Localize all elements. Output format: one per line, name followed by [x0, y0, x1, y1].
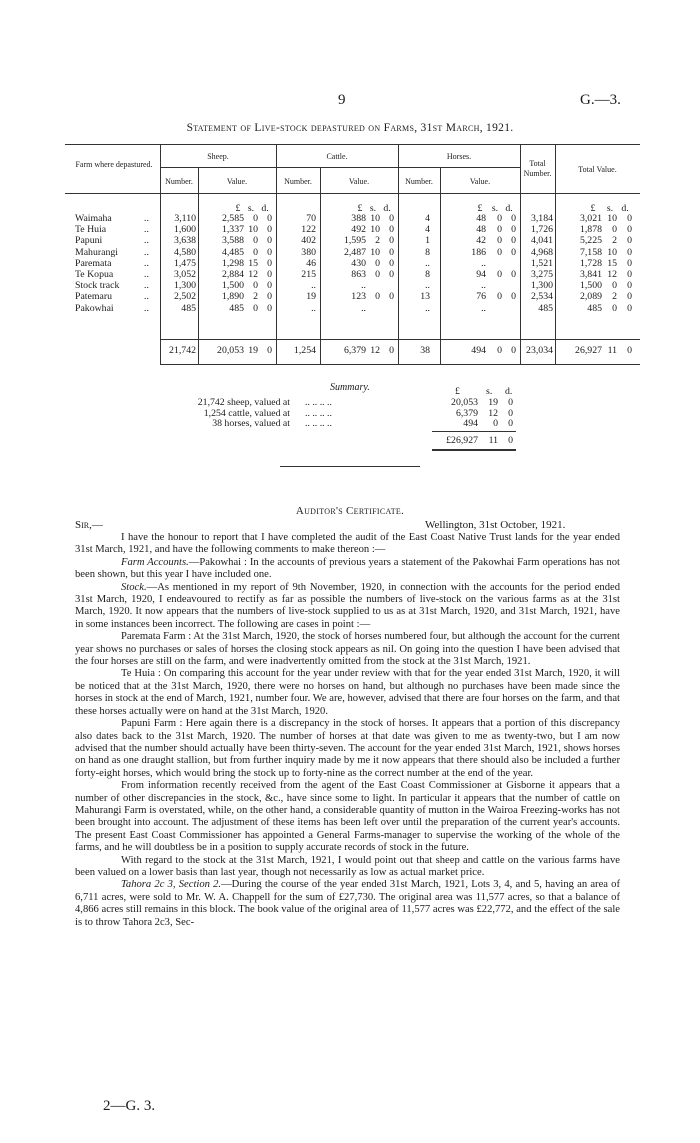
cattle-pence: 0	[389, 345, 394, 356]
leader-dots: ..	[144, 246, 149, 258]
currency-pounds: £	[357, 203, 363, 214]
header-sheep: Sheep.	[207, 152, 229, 161]
total-pounds: 26,927	[575, 345, 602, 356]
summary-shillings: 12	[488, 407, 498, 419]
cattle-pounds: 492	[351, 224, 366, 236]
horses-shillings: 0	[497, 345, 502, 356]
farm-name: Mahurangi	[75, 246, 118, 258]
horses-pence: 0	[511, 246, 516, 258]
currency-pence: d.	[383, 203, 391, 214]
paragraph-stock	[75, 582, 620, 632]
sheep-shillings: 0	[253, 246, 258, 258]
total-pounds: 1,878	[579, 224, 602, 236]
total-pence: 0	[627, 213, 632, 224]
leader-dots: ..	[144, 291, 149, 303]
total-pence: 0	[627, 224, 632, 236]
total-pence: 0	[627, 269, 632, 280]
summary-total-pence: 0	[508, 435, 513, 446]
cattle-pounds: 430	[351, 257, 366, 269]
farm-name: Te Kopua	[75, 269, 114, 280]
total-number: 23,034	[526, 345, 553, 356]
cattle-number: 19	[306, 291, 316, 303]
summary-sum-rule	[432, 431, 516, 432]
sheep-number: 4,580	[173, 246, 196, 258]
place-date: Wellington, 31st October, 1921.	[425, 519, 566, 531]
sheep-number: 2,502	[173, 291, 196, 303]
cattle-pence: 0	[389, 269, 394, 280]
currency-pounds: £	[590, 203, 596, 214]
sheep-pounds: 20,053	[217, 345, 244, 356]
paragraph-papuni: Papuni Farm : Here again there is a discrepancy in the stock of horses. It appears that a portion of this discrepancy also dates back to the 31st March, 1920. The number of horses at that date was given to me as twenty-two, but I am now advised that the number should actually have been thirty-seven. The account for the year ended 31st March, 1921, shows horses on hand as one draught stallion, but from further inquiry made by me it now appears that there should also be included a further forty-eight horses, which would bring the stock up to forty-nine as the correct number at the end of the year.	[75, 718, 620, 779]
cattle-pence: 0	[389, 235, 394, 247]
header-sheep-value: Value.	[226, 177, 248, 186]
cattle-number: 1,254	[293, 345, 316, 356]
currency-shillings: s.	[369, 203, 377, 214]
total-shillings: 10	[607, 246, 617, 258]
header-cattle-value: Value.	[348, 177, 370, 186]
header-sheep-number: Number.	[165, 177, 193, 186]
summary-pounds: 6,379	[455, 407, 478, 419]
horses-number: 1	[425, 235, 430, 247]
table-top-rule	[65, 144, 640, 145]
report-code: G.—3.	[580, 92, 621, 108]
farm-name: Waimaha	[75, 213, 112, 224]
sheep-number: 3,638	[173, 235, 196, 247]
cattle-pounds: 6,379	[343, 345, 366, 356]
header-total-value: Total Value.	[578, 165, 617, 174]
sheep-number: 1,475	[173, 257, 196, 269]
cattle-pounds: 1,595	[343, 235, 366, 247]
horses-pence: 0	[511, 235, 516, 247]
stock-text: —As mentioned in my report of 9th November, 1920, in connection with the accounts for the period ended 31st March, 1920, I endeavoured to rectify as far as possible the numbers of live-stock on the various farms as at the 31st March, 1920. It now appears that the numbers of live-stock supplied to us as at 31st March, 1920, and 31st March, 1921, have in some instances been incorrect. The following are cases in point :—	[75, 581, 620, 630]
total-shillings: 12	[607, 269, 617, 280]
cattle-number: 122	[301, 224, 316, 236]
cattle-pence: 0	[389, 213, 394, 224]
total-number: 3,275	[530, 269, 553, 280]
stock-label: Stock.	[121, 581, 147, 593]
cattle-number: ..	[311, 302, 316, 314]
farm-accounts-text: —Pakowhai : In the accounts of previous years a statement of the Pakowhai Farm operations has not been shown, but this year I have included one.	[75, 556, 620, 581]
sheep-number: 3,052	[173, 269, 196, 280]
total-number: 1,726	[530, 224, 553, 236]
page-number: 9	[338, 92, 346, 108]
horses-pounds: 48	[476, 213, 486, 224]
header-cattle-number: Number.	[284, 177, 312, 186]
summary-pence: 0	[508, 397, 513, 408]
cattle-number: 380	[301, 246, 316, 258]
total-number: 4,968	[530, 246, 553, 258]
sheep-pounds: 2,884	[221, 269, 244, 280]
currency-shillings: s.	[606, 203, 614, 214]
cattle-shillings: 0	[375, 269, 380, 280]
cattle-pence: 0	[389, 246, 394, 258]
header-total-number: Total Number.	[523, 159, 552, 178]
horses-pounds: 76	[476, 291, 486, 303]
summary-currency-pence: d.	[505, 386, 513, 397]
total-pence: 0	[627, 235, 632, 247]
sheep-number: 1,600	[173, 224, 196, 236]
sheep-shillings: 19	[248, 345, 258, 356]
horses-pence: 0	[511, 224, 516, 236]
horses-number: 8	[425, 269, 430, 280]
cattle-pounds: 123	[351, 291, 366, 303]
total-number: 1,521	[530, 257, 553, 269]
certificate-body	[75, 532, 620, 929]
summary-label: 1,254 cattle, valued at	[203, 407, 290, 419]
farm-name: Stock track	[75, 280, 120, 292]
total-pence: 0	[627, 345, 632, 356]
horses-pounds: 94	[476, 269, 486, 280]
cattle-shillings: 0	[375, 291, 380, 303]
horses-pence: 0	[511, 345, 516, 356]
farm-name: Patemaru	[75, 291, 112, 303]
total-shillings: 15	[607, 257, 617, 269]
summary-label: 38 horses, valued at	[212, 418, 290, 429]
group-header-rule	[160, 167, 520, 168]
leader-dots: ..	[144, 280, 149, 292]
horses-number: 8	[425, 246, 430, 258]
total-pence: 0	[627, 280, 632, 292]
total-pence: 0	[627, 246, 632, 258]
cattle-shillings: 10	[370, 224, 380, 236]
table-title: Statement of Live-stock depastured on Farms, 31st March, 1921.	[186, 122, 514, 134]
summary-heading: Summary.	[330, 382, 370, 393]
sheep-number: 21,742	[169, 345, 196, 356]
total-shillings: 11	[607, 345, 617, 356]
summary-currency-pounds: £	[455, 386, 460, 397]
currency-pence: d.	[261, 203, 269, 214]
currency-pence: d.	[505, 203, 513, 214]
sheep-shillings: 0	[253, 280, 258, 292]
horses-pounds: ..	[481, 257, 486, 269]
total-number: 1,300	[530, 280, 553, 292]
total-number: 3,184	[530, 213, 553, 224]
leader-dots: .. .. .. ..	[305, 397, 332, 408]
total-number: 2,534	[530, 291, 553, 303]
total-pence: 0	[627, 257, 632, 269]
sheep-shillings: 12	[248, 269, 258, 280]
cattle-pounds: 388	[351, 213, 366, 224]
cattle-number: ..	[311, 280, 316, 292]
horses-pounds: ..	[481, 280, 486, 292]
sheep-pence: 0	[267, 302, 272, 314]
sheep-pounds: 1,298	[221, 257, 244, 269]
leader-dots: ..	[144, 269, 149, 280]
currency-pounds: £	[235, 203, 241, 214]
farm-name: Paremata	[75, 257, 112, 269]
horses-shillings: 0	[497, 235, 502, 247]
cattle-shillings: 10	[370, 213, 380, 224]
sheep-shillings: 2	[253, 291, 258, 303]
total-pounds: 3,021	[579, 213, 602, 224]
horses-number: ..	[425, 302, 430, 314]
sheep-shillings: 0	[253, 302, 258, 314]
total-pounds: 7,158	[579, 246, 602, 258]
total-number: 4,041	[530, 235, 553, 247]
cattle-pence: 0	[389, 291, 394, 303]
currency-pounds: £	[477, 203, 483, 214]
paragraph-farm-accounts	[75, 557, 620, 582]
cattle-pounds: 863	[351, 269, 366, 280]
horses-pence: 0	[511, 269, 516, 280]
sheep-pounds: 1,500	[221, 280, 244, 292]
cattle-number: 215	[301, 269, 316, 280]
cattle-number: 46	[306, 257, 316, 269]
farm-name: Papuni	[75, 235, 103, 247]
cattle-number: 70	[306, 213, 316, 224]
horses-pounds: 186	[471, 246, 486, 258]
horses-pence: 0	[511, 291, 516, 303]
total-shillings: 2	[612, 291, 617, 303]
sheep-pence: 0	[267, 345, 272, 356]
leader-dots: ..	[144, 224, 149, 236]
horses-number: ..	[425, 257, 430, 269]
sheep-pence: 0	[267, 224, 272, 236]
total-shillings: 0	[612, 280, 617, 292]
certificate-heading: Auditor's Certificate.	[295, 505, 405, 517]
leader-dots: ..	[144, 235, 149, 247]
paragraph-valuation: With regard to the stock at the 31st March, 1921, I would point out that sheep and cattle on the various farms have been valued on a lower basis than last year, though not necessarily as low as actual market price.	[75, 854, 620, 878]
total-pounds: 5,225	[579, 235, 602, 247]
total-pence: 0	[627, 291, 632, 303]
sheep-pence: 0	[267, 280, 272, 292]
horses-number: 38	[420, 345, 430, 356]
total-pounds: 1,728	[579, 257, 602, 269]
paragraph-intro: I have the honour to report that I have completed the audit of the East Coast Native Trust lands for the year ended 31st March, 1921, and have the following comments to make thereon :—	[75, 532, 620, 556]
sheep-shillings: 0	[253, 213, 258, 224]
header-horses: Horses.	[446, 152, 472, 161]
horses-shillings: 0	[497, 213, 502, 224]
currency-pence: d.	[621, 203, 629, 214]
summary-shillings: 0	[493, 418, 498, 429]
paragraph-discrepancies: From information recently received from the agent of the East Coast Commissioner at Gisborne it appears that a number of other discrepancies in the stock, &c., have since some to light. In particular it appears that the number of cattle on Mahurangi Farm is overstated, while, on the other hand, a considerable quantity of mutton in the Wairoa Freezing-works has not been brought into account. The adjustment of these items has been left over until the preparation of the current year's accounts. The present East Coast Commissioner has appointed a General Farms-manager to supervise the working of the whole of the farms, and he will doubtless be in a position to supply accurate records of stock in the future.	[75, 780, 620, 854]
total-pounds: 2,089	[579, 291, 602, 303]
cattle-pounds: ..	[361, 302, 366, 314]
tahora-label: Tahora 2c 3, Section 2.	[121, 879, 222, 891]
paragraph-te-huia: Te Huia : On comparing this account for the year under review with that for the year ended 31st March, 1920, it will be noticed that at the 31st March, 1920, there were no horses on hand, but although no purchases have been made since the horses in stock at the end of March, 1921, number four. We are, however, advised that there are four horses on the farm, and that these horses actually were on hand at the 31st March, 1920.	[75, 668, 620, 717]
horses-pounds: 42	[476, 235, 486, 247]
total-shillings: 0	[612, 224, 617, 236]
total-pounds: 3,841	[579, 269, 602, 280]
leader-dots: .. .. .. ..	[305, 407, 332, 419]
summary-total-pounds: £26,927	[446, 435, 478, 446]
header-farm: Farm where depastured.	[75, 160, 153, 169]
sheep-number: 3,110	[174, 213, 196, 224]
sheep-number: 485	[181, 302, 196, 314]
summary-pence: 0	[508, 418, 513, 429]
sheep-pounds: 2,585	[221, 213, 244, 224]
horses-number: 4	[425, 213, 430, 224]
farm-name: Pakowhai	[75, 302, 114, 314]
sheep-shillings: 15	[248, 257, 258, 269]
summary-shillings: 19	[488, 397, 498, 408]
cattle-shillings: 12	[370, 345, 380, 356]
sheep-pence: 0	[267, 246, 272, 258]
cattle-shillings: 2	[375, 235, 380, 247]
leader-dots: .. .. .. ..	[305, 418, 332, 429]
horses-number: 13	[420, 291, 430, 303]
totals-top-rule	[160, 339, 640, 340]
total-shillings: 2	[612, 235, 617, 247]
sheep-shillings: 10	[248, 224, 258, 236]
tahora-text: —During the course of the year ended 31st March, 1921, Lots 3, 4, and 5, having an area of 6,711 acres, were sold to Mr. W. A. Chappell for the sum of £27,730. The original area was 11,577 acres, so that a balance of 4,866 acres still remains in this block. The book value of the original area of 11,577 acres was £22,772, and the effect of the sale is to throw Tahora 2c3, Sec-	[75, 879, 620, 928]
cattle-number: 402	[301, 235, 316, 247]
summary-pounds: 494	[463, 418, 478, 429]
table-bottom-rule	[160, 364, 640, 365]
horses-shillings: 0	[497, 246, 502, 258]
horses-pounds: ..	[481, 302, 486, 314]
sheep-pounds: 1,337	[221, 224, 244, 236]
sheep-pounds: 4,485	[221, 246, 244, 258]
summary-pence: 0	[508, 407, 513, 419]
cattle-pounds: 2,487	[343, 246, 366, 258]
farm-accounts-label: Farm Accounts.	[121, 556, 189, 568]
sheep-pence: 0	[267, 257, 272, 269]
cattle-pounds: ..	[361, 280, 366, 292]
sheep-pounds: 1,890	[221, 291, 244, 303]
total-pounds: 485	[587, 302, 602, 314]
sheep-pounds: 485	[229, 302, 244, 314]
total-shillings: 0	[612, 302, 617, 314]
header-horses-value: Value.	[469, 177, 491, 186]
horses-shillings: 0	[497, 224, 502, 236]
horses-shillings: 0	[497, 269, 502, 280]
sheep-pence: 0	[267, 213, 272, 224]
total-number: 485	[538, 302, 553, 314]
sheep-number: 1,300	[173, 280, 196, 292]
summary-currency-shillings: s.	[486, 386, 493, 397]
summary-double-rule	[432, 449, 516, 451]
leader-dots: ..	[144, 302, 149, 314]
horses-pence: 0	[511, 213, 516, 224]
sheep-pounds: 3,588	[221, 235, 244, 247]
sheep-pence: 0	[267, 235, 272, 247]
header-cattle: Cattle.	[326, 152, 348, 161]
total-pence: 0	[627, 302, 632, 314]
cattle-shillings: 0	[375, 257, 380, 269]
farm-name: Te Huia	[75, 224, 107, 236]
cattle-shillings: 10	[370, 246, 380, 258]
horses-number: ..	[425, 280, 430, 292]
horses-pounds: 48	[476, 224, 486, 236]
horses-pounds: 494	[471, 345, 486, 356]
summary-total-shillings: 11	[488, 435, 498, 446]
horses-number: 4	[425, 224, 430, 236]
paragraph-paremata: Paremata Farm : At the 31st March, 1920, the stock of horses numbered four, but although the account for the current year shows no purchases or sales of horses the closing stock appears as nil. On going into the question I have been advised that the four horses are still on the farm, and were inadvertently omitted from the stock at the 31st March, 1921.	[75, 631, 620, 668]
leader-dots: ..	[144, 213, 149, 224]
leader-dots: ..	[144, 257, 149, 269]
summary-label: 21,742 sheep, valued at	[197, 397, 290, 408]
total-shillings: 10	[607, 213, 617, 224]
horses-shillings: 0	[497, 291, 502, 303]
paragraph-tahora	[75, 879, 620, 929]
sheep-shillings: 0	[253, 235, 258, 247]
sheep-pence: 0	[267, 269, 272, 280]
footer-signature: 2—G. 3.	[103, 1098, 156, 1114]
total-pounds: 1,500	[579, 280, 602, 292]
currency-shillings: s.	[247, 203, 255, 214]
summary-pounds: 20,053	[451, 397, 478, 408]
header-horses-number: Number.	[405, 177, 433, 186]
section-divider	[280, 466, 420, 467]
salutation: Sir,—	[75, 519, 103, 531]
cattle-pence: 0	[389, 224, 394, 236]
currency-shillings: s.	[491, 203, 499, 214]
header-bottom-rule	[65, 193, 640, 194]
cattle-pence: 0	[389, 257, 394, 269]
sheep-pence: 0	[267, 291, 272, 303]
